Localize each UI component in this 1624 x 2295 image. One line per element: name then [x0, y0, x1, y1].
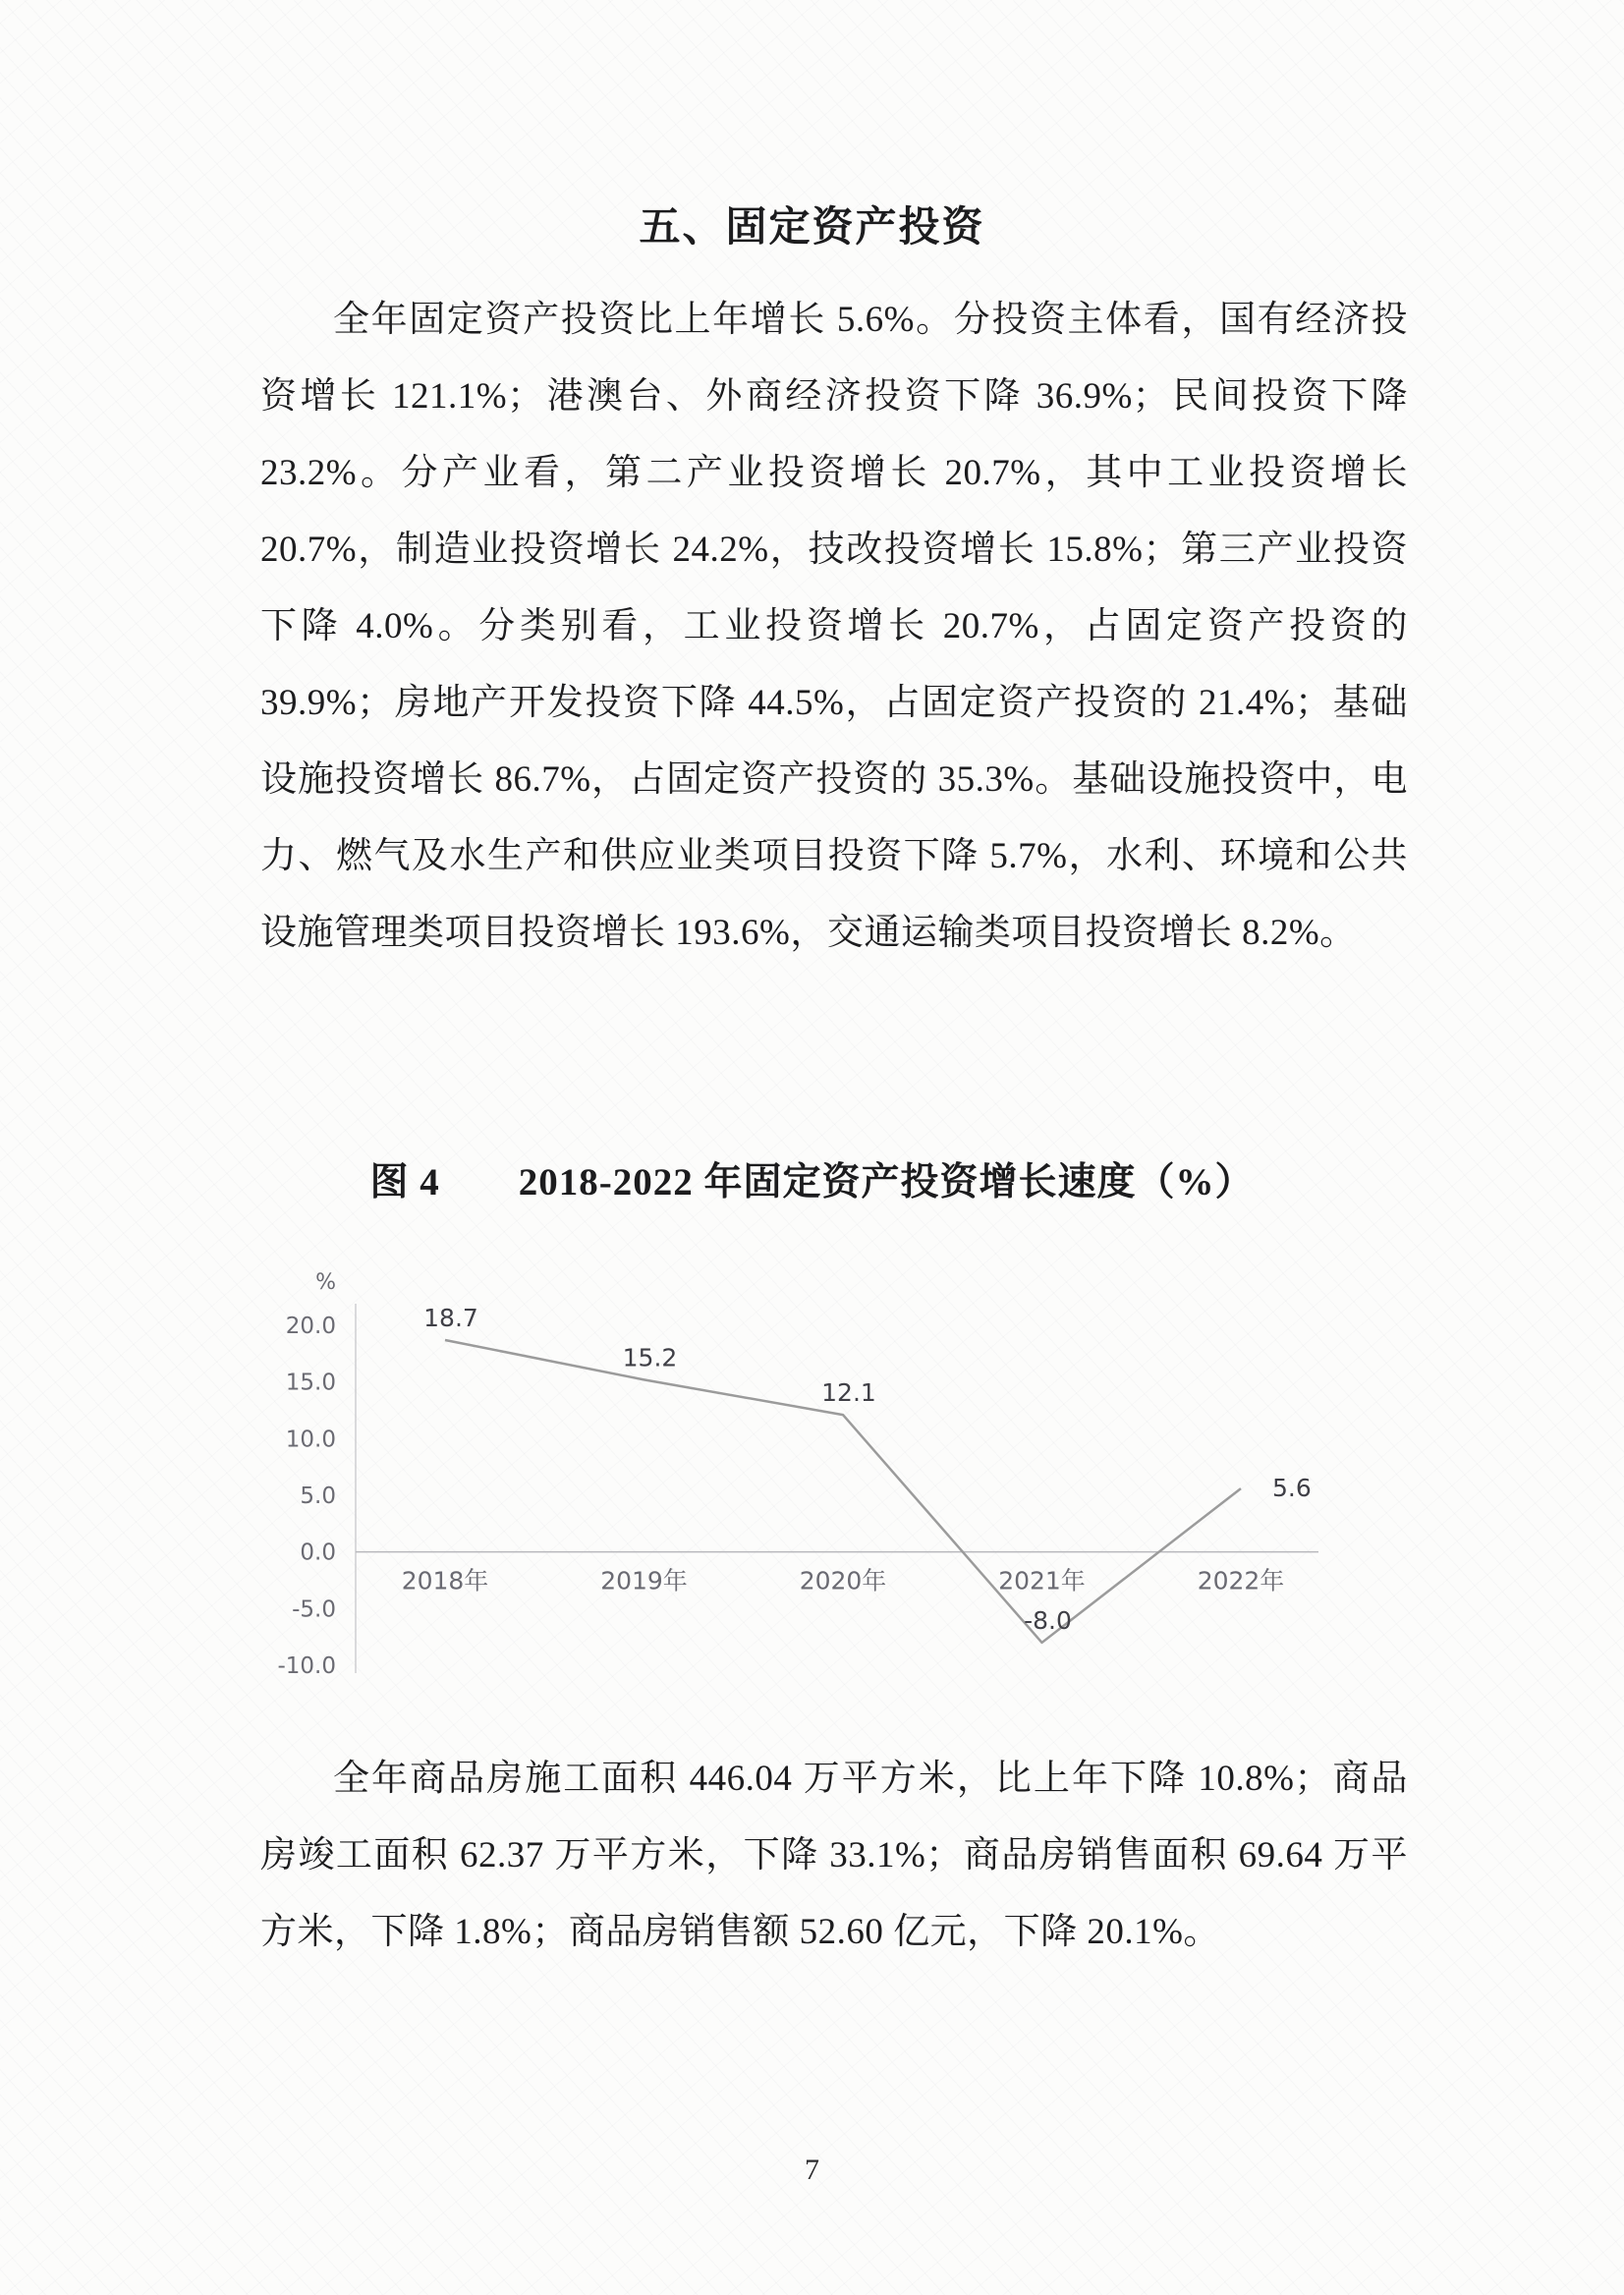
- data-point-label: 5.6: [1272, 1474, 1312, 1503]
- data-point-label: -8.0: [1024, 1605, 1072, 1635]
- data-point-label: 12.1: [821, 1378, 876, 1408]
- figure4-line-chart: [238, 1259, 1377, 1697]
- line-chart-canvas: [238, 1259, 1377, 1697]
- y-tick-label: -10.0: [277, 1653, 336, 1679]
- page-number: 7: [805, 2154, 819, 2186]
- y-tick-label: 10.0: [285, 1427, 336, 1453]
- paragraph-fixed-asset-investment: 全年固定资产投资比上年增长 5.6%。分投资主体看，国有经济投资增长 121.1%；港澳台、外商经济投资下降 36.9%；民间投资下降 23.2%。分产业看，第二产业投资增长 20.7%，其中工业投资增长 20.7%，制造业投资增长 24.2%，技改投资增长 15.8%；第三产业投资下降 4.0%。分类别看，工业投资增长 20.7%，占固定资产投资的 39.9%；房地产开发投资下降 44.5%，占固定资产投资的 21.4%；基础设施投资增长 86.7%，占固定资产投资的 35.3%。基础设施投资中，电力、燃气及水生产和供应业类项目投资下降 5.7%，水利、环境和公共设施管理类项目投资增长 193.6%，交通运输类项目投资增长 8.2%。: [260, 300, 1408, 953]
- y-tick-label: 0.0: [300, 1539, 336, 1566]
- figure4-caption: 图 4 2018-2022 年固定资产投资增长速度（%）: [369, 1161, 1255, 1203]
- y-axis-unit-label: %: [315, 1270, 336, 1295]
- x-category-label: 2020年: [799, 1566, 887, 1595]
- paragraph-commercial-housing: 全年商品房施工面积 446.04 万平方米，比上年下降 10.8%；商品房竣工面积 62.37 万平方米，下降 33.1%；商品房销售面积 69.64 万平方米，下降 1.8%；商品房销售额 52.60 亿元，下降 20.1%。: [260, 1759, 1408, 1952]
- x-category-label: 2021年: [998, 1566, 1086, 1595]
- y-tick-label: 15.0: [285, 1370, 336, 1396]
- y-tick-label: -5.0: [292, 1596, 336, 1623]
- x-category-label: 2018年: [401, 1566, 489, 1595]
- y-tick-label: 20.0: [285, 1314, 336, 1339]
- y-tick-label: 5.0: [300, 1483, 336, 1509]
- data-point-label: 18.7: [423, 1303, 478, 1332]
- x-category-label: 2019年: [600, 1566, 688, 1595]
- section-title: 五、固定资产投资: [639, 205, 985, 251]
- x-category-label: 2022年: [1197, 1566, 1285, 1595]
- data-point-label: 15.2: [622, 1343, 678, 1372]
